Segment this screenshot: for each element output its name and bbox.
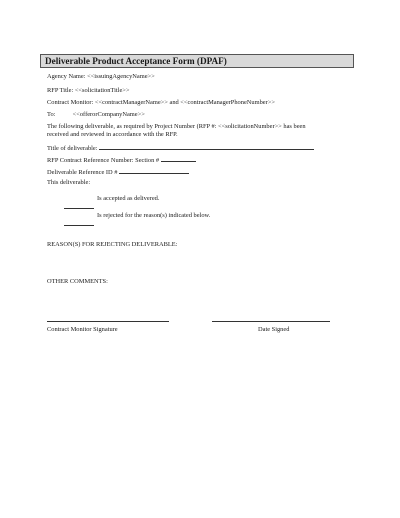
- date-signed-line[interactable]: [212, 321, 330, 322]
- rfp-section-field[interactable]: [161, 155, 196, 162]
- rfp-title-line: RFP Title: <<solicitationTitle>>: [47, 87, 130, 94]
- deliverable-text-line-1: The following deliverable, as required by Project Number (RFP #: <<solicitationNumber>> has been: [47, 123, 306, 130]
- rfp-reference-label: RFP Contract Reference Number: Section #: [47, 157, 160, 164]
- signature-label: Contract Monitor Signature: [47, 326, 118, 333]
- deliverable-text-line-2: received and reviewed in accordance with the RFP.: [47, 131, 178, 138]
- deliverable-ref-field[interactable]: [119, 167, 189, 174]
- date-signed-label: Date Signed: [258, 326, 290, 333]
- reasons-heading: REASON(S) FOR REJECTING DELIVERABLE:: [47, 241, 178, 248]
- deliverable-ref-label: Deliverable Reference ID #: [47, 169, 118, 176]
- title-of-deliverable-line: [47, 143, 314, 153]
- contract-monitor-line: Contract Monitor: <<contractManagerName>> and <<contractManagerPhoneNumber>>: [47, 99, 275, 106]
- title-of-deliverable-label: Title of deliverable:: [47, 145, 98, 152]
- other-comments-heading: OTHER COMMENTS:: [47, 278, 108, 285]
- form-title: Deliverable Product Acceptance Form (DPAF): [40, 54, 354, 68]
- to-value: <<offerorCompanyName>>: [72, 111, 145, 118]
- to-label: To:: [47, 111, 56, 118]
- title-of-deliverable-field[interactable]: [99, 143, 314, 150]
- accepted-option: Is accepted as delivered.: [97, 195, 160, 202]
- rejected-option: Is rejected for the reason(s) indicated below.: [97, 212, 211, 219]
- accepted-checkbox-line[interactable]: [64, 208, 94, 209]
- rfp-reference-line: [47, 155, 196, 165]
- this-deliverable-label: This deliverable:: [47, 179, 91, 186]
- deliverable-ref-line: [47, 167, 189, 177]
- to-line: [47, 111, 145, 119]
- signature-line[interactable]: [47, 321, 169, 322]
- rejected-checkbox-line[interactable]: [64, 225, 94, 226]
- agency-name-line: Agency Name: <<issuingAgencyName>>: [47, 73, 155, 80]
